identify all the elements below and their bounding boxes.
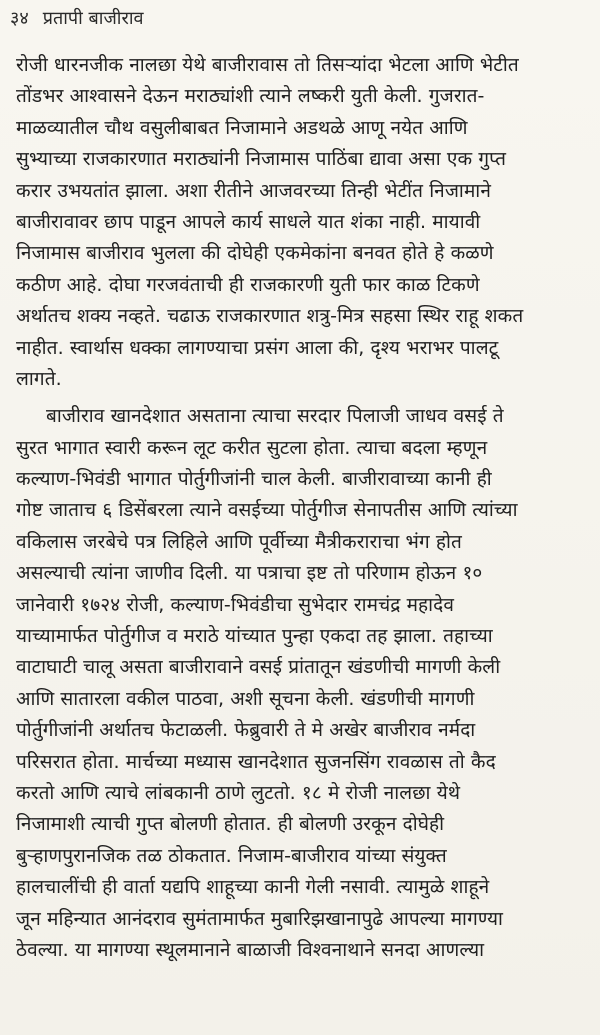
text-line: आणि सातारला वकील पाठवा, अशी सूचना केली. खंडणीची मागणी [16,687,475,710]
text-line: जून महिन्यात आनंदराव सुमंतामार्फत मुबारिझखानापुढे आपल्या मागण्या [16,907,504,930]
text-line: बाजीरावावर छाप पाडून आपले कार्य साधले यात शंका नाही. मायावी [16,210,481,233]
paragraph-2 [16,401,590,966]
text-line: सुरत भागात स्वारी करून लूट करीत सुटला होता. त्याचा बदला म्हणून [16,436,488,459]
text-line: बुऱ्हाणपुरानजिक तळ ठोकतात. निजाम-बाजीराव यांच्या संयुक्त [16,844,447,867]
text-line: निजामास बाजीराव भुलला की दोघेही एकमेकांना बनवत होते हे कळणे [16,242,494,265]
text-line: अर्थातच शक्य नव्हते. चढाऊ राजकारणात शत्रु-मित्र सहसा स्थिर राहू शकत [16,305,524,328]
page-body [16,50,590,966]
text-line: वाटाघाटी चालू असता बाजीरावाने वसई प्रांतातून खंडणीची मागणी केली [16,656,501,679]
page-number: ३४ [10,8,29,29]
text-line: कल्याण-भिवंडी भागात पोर्तुगीजांनी चाल केली. बाजीरावाच्या कानी ही [16,468,492,491]
text-line: सुभ्याच्या राजकारणात मराठ्यांनी निजामास पाठिंबा द्यावा असा एक गुप्त [16,148,507,171]
paragraph-1 [16,50,590,395]
text-line: पोर्तुगीजांनी अर्थातच फेटाळली. फेब्रुवारी ते मे अखेर बाजीराव नर्मदा [16,719,476,742]
text-line: तोंडभर आश्वासने देऊन मराठ्यांशी त्याने लष्करी युती केली. गुजरात- [16,85,485,108]
text-line: वकिलास जरबेचे पत्र लिहिले आणि पूर्वीच्या मैत्रीकराराचा भंग होत [16,530,462,553]
text-line: लागते. [16,367,62,390]
text-line: असल्याची त्यांना जाणीव दिली. या पत्राचा इष्ट तो परिणाम होऊन १० [16,562,483,585]
text-line: नाहीत. स्वार्थास धक्का लागण्याचा प्रसंग आला की, दृश्य भराभर पालटू [16,336,499,359]
text-line: रोजी धारनजीक नालछा येथे बाजीरावास तो तिसऱ्यांदा भेटला आणि भेटीत [16,54,519,76]
text-line: ठेवल्या. या मागण्या स्थूलमानाने बाळाजी विश्वनाथाने सनदा आणल्या [16,938,485,961]
text-line: करार उभयतांत झाला. अशा रीतीने आजवरच्या तिन्ही भेटींत निजामाने [16,179,491,202]
text-line: हालचालींची ही वार्ता यद्यपि शाहूच्या कानी गेली नसावी. त्यामुळे शाहूने [16,876,490,899]
text-line: निजामाशी त्याची गुप्त बोलणी होतात. ही बोलणी उरकून दोघेही [16,813,445,836]
text-line: बाजीराव खानदेशात असताना त्याचा सरदार पिलाजी जाधव वसई ते [46,405,504,428]
text-line: करतो आणि त्याचे लांबकानी ठाणे लुटतो. १८ मे रोजी नालछा येथे [16,781,461,804]
text-line: याच्यामार्फत पोर्तुगीज व मराठे यांच्यात पुन्हा एकदा तह झाला. तहाच्या [16,625,493,648]
text-line: जानेवारी १७२४ रोजी, कल्याण-भिवंडीचा सुभेदार रामचंद्र महादेव [16,593,454,616]
running-title: प्रतापी बाजीराव [42,8,144,29]
text-line: कठीण आहे. दोघा गरजवंताची ही राजकारणी युती फार काळ टिकणे [16,273,480,296]
text-line: गोष्ट जाताच ६ डिसेंबरला त्याने वसईच्या पोर्तुगीज सेनापतीस आणि त्यांच्या [16,499,518,522]
page-header [10,6,144,36]
text-line: माळव्यातील चौथ वसुलीबाबत निजामाने अडथळे आणू नयेत आणि [16,116,468,139]
text-line: परिसरात होता. मार्चच्या मध्यास खानदेशात सुजनसिंग रावळास तो कैद [16,750,496,773]
